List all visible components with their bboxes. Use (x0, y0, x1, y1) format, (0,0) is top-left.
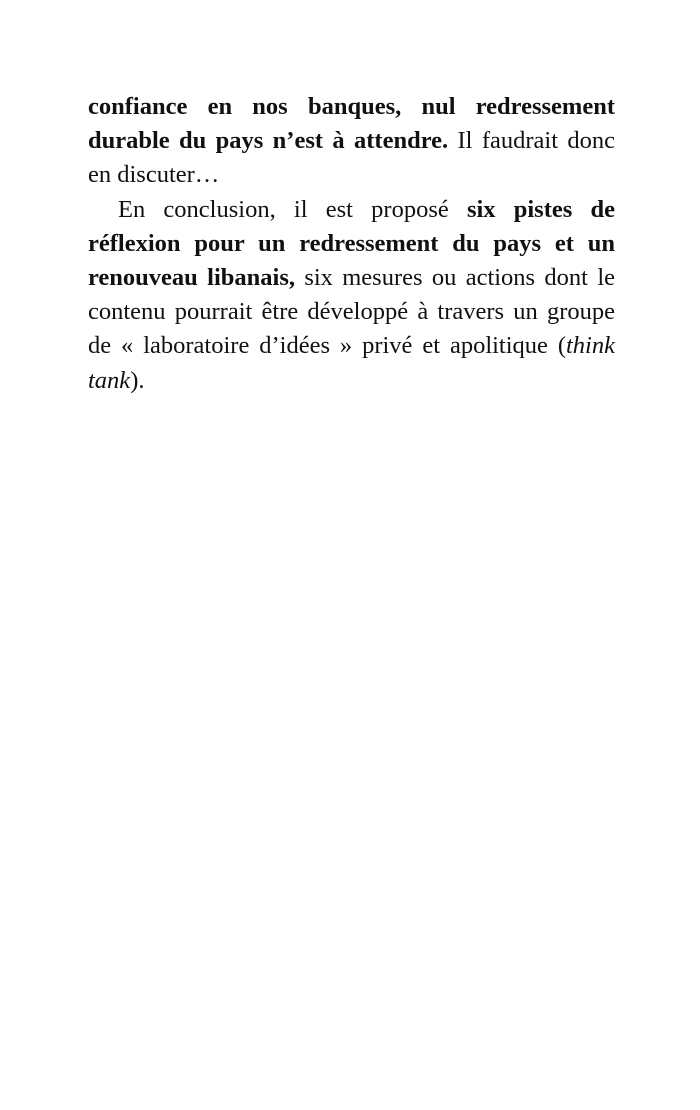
bold-text: confiance en nos banques, nul redressement durable du pays n’est à attendre. (88, 93, 615, 155)
paragraph-text: ). (130, 366, 145, 394)
paragraph (88, 193, 615, 398)
paragraph-text: six mesures ou actions dont le contenu pourrait être développé à travers un groupe de « laboratoire d’idées » privé et apolitique ( (88, 264, 616, 360)
italic-text: think tank (88, 332, 615, 394)
paragraph-text: En conclusion, il est proposé (118, 195, 467, 223)
paragraph (88, 90, 615, 193)
paragraph-text: Il faudrait donc en discuter… (88, 127, 615, 189)
body-text (88, 90, 615, 398)
bold-text: six pistes de réflexion pour un redressement du pays et un renouveau libanais, (88, 195, 615, 292)
